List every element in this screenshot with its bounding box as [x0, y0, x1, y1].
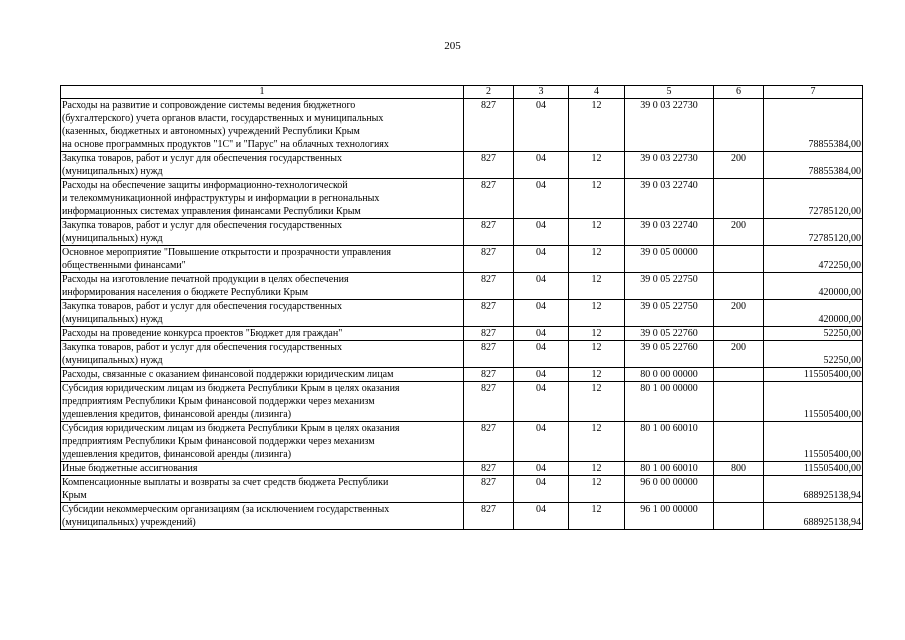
amount-cell: 115505400,00	[764, 462, 863, 476]
subsection-code-cell: 12	[569, 300, 625, 327]
target-article-cell: 39 0 03 22740	[625, 219, 714, 246]
header-cell: 3	[514, 86, 569, 99]
header-cell: 2	[464, 86, 514, 99]
ministry-code-cell: 827	[464, 368, 514, 382]
expense-type-cell	[714, 476, 764, 503]
section-code-cell: 04	[514, 476, 569, 503]
ministry-code-cell: 827	[464, 462, 514, 476]
expense-type-cell: 200	[714, 300, 764, 327]
row-name-cell: Расходы на проведение конкурса проектов "Бюджет для граждан"	[61, 327, 464, 341]
target-article-cell: 39 0 05 22760	[625, 341, 714, 368]
section-code-cell: 04	[514, 179, 569, 219]
section-code-cell: 04	[514, 152, 569, 179]
section-code-cell: 04	[514, 219, 569, 246]
ministry-code-cell: 827	[464, 382, 514, 422]
row-name-cell: Закупка товаров, работ и услуг для обеспечения государственных (муниципальных) нужд	[61, 300, 464, 327]
ministry-code-cell: 827	[464, 300, 514, 327]
ministry-code-cell: 827	[464, 273, 514, 300]
table-row	[61, 300, 863, 327]
amount-cell: 688925138,94	[764, 503, 863, 530]
target-article-cell: 39 0 03 22740	[625, 179, 714, 219]
row-name-cell: Закупка товаров, работ и услуг для обеспечения государственных (муниципальных) нужд	[61, 152, 464, 179]
section-code-cell: 04	[514, 341, 569, 368]
header-cell: 7	[764, 86, 863, 99]
row-name-cell: Расходы, связанные с оказанием финансовой поддержки юридическим лицам	[61, 368, 464, 382]
amount-cell: 78855384,00	[764, 99, 863, 152]
header-cell: 5	[625, 86, 714, 99]
target-article-cell: 80 1 00 60010	[625, 422, 714, 462]
expense-type-cell: 800	[714, 462, 764, 476]
ministry-code-cell: 827	[464, 327, 514, 341]
row-name-cell: Субсидии некоммерческим организациям (за исключением государственных (муниципальных) учреждений)	[61, 503, 464, 530]
table-row	[61, 327, 863, 341]
header-cell: 1	[61, 86, 464, 99]
amount-cell: 52250,00	[764, 327, 863, 341]
section-code-cell: 04	[514, 99, 569, 152]
row-name-cell: Расходы на развитие и сопровождение системы ведения бюджетного (бухгалтерского) учета органов власти, государственных и муниципальных (казенных, бюджетных и автономных) учреждений Республики Крым на основе программных продуктов "1С" и "Парус" на облачных технологиях	[61, 99, 464, 152]
expense-type-cell	[714, 179, 764, 219]
target-article-cell: 39 0 05 00000	[625, 246, 714, 273]
row-name-cell: Расходы на изготовление печатной продукции в целях обеспечения информирования населения о бюджете Республики Крым	[61, 273, 464, 300]
target-article-cell: 39 0 03 22730	[625, 99, 714, 152]
table-row	[61, 503, 863, 530]
budget-table	[60, 85, 863, 530]
amount-cell: 78855384,00	[764, 152, 863, 179]
page-number: 205	[444, 40, 461, 52]
target-article-cell: 80 0 00 00000	[625, 368, 714, 382]
amount-cell: 420000,00	[764, 300, 863, 327]
target-article-cell: 39 0 05 22750	[625, 273, 714, 300]
amount-cell: 52250,00	[764, 341, 863, 368]
ministry-code-cell: 827	[464, 99, 514, 152]
ministry-code-cell: 827	[464, 219, 514, 246]
expense-type-cell: 200	[714, 341, 764, 368]
ministry-code-cell: 827	[464, 503, 514, 530]
header-cell: 6	[714, 86, 764, 99]
target-article-cell: 96 0 00 00000	[625, 476, 714, 503]
expense-type-cell: 200	[714, 152, 764, 179]
target-article-cell: 80 1 00 00000	[625, 382, 714, 422]
subsection-code-cell: 12	[569, 152, 625, 179]
target-article-cell: 96 1 00 00000	[625, 503, 714, 530]
section-code-cell: 04	[514, 422, 569, 462]
ministry-code-cell: 827	[464, 341, 514, 368]
row-name-cell: Основное мероприятие "Повышение открытости и прозрачности управления общественными финансами"	[61, 246, 464, 273]
section-code-cell: 04	[514, 273, 569, 300]
table-row	[61, 476, 863, 503]
table-row	[61, 341, 863, 368]
expense-type-cell: 200	[714, 219, 764, 246]
subsection-code-cell: 12	[569, 341, 625, 368]
expense-type-cell	[714, 368, 764, 382]
subsection-code-cell: 12	[569, 462, 625, 476]
header-cell: 4	[569, 86, 625, 99]
amount-cell: 420000,00	[764, 273, 863, 300]
amount-cell: 72785120,00	[764, 179, 863, 219]
subsection-code-cell: 12	[569, 422, 625, 462]
row-name-cell: Закупка товаров, работ и услуг для обеспечения государственных (муниципальных) нужд	[61, 341, 464, 368]
table-row	[61, 368, 863, 382]
row-name-cell: Компенсационные выплаты и возвраты за счет средств бюджета Республики Крым	[61, 476, 464, 503]
table-header-row	[61, 86, 863, 99]
row-name-cell: Расходы на обеспечение защиты информационно-технологической и телекоммуникационной инфраструктуры и информации в регнональных информационных системах управления финансами Республики Крым	[61, 179, 464, 219]
subsection-code-cell: 12	[569, 179, 625, 219]
ministry-code-cell: 827	[464, 179, 514, 219]
amount-cell: 688925138,94	[764, 476, 863, 503]
subsection-code-cell: 12	[569, 327, 625, 341]
section-code-cell: 04	[514, 368, 569, 382]
table-row	[61, 219, 863, 246]
section-code-cell: 04	[514, 382, 569, 422]
subsection-code-cell: 12	[569, 503, 625, 530]
amount-cell: 115505400,00	[764, 422, 863, 462]
ministry-code-cell: 827	[464, 476, 514, 503]
ministry-code-cell: 827	[464, 152, 514, 179]
subsection-code-cell: 12	[569, 246, 625, 273]
table-row	[61, 179, 863, 219]
amount-cell: 115505400,00	[764, 368, 863, 382]
expense-type-cell	[714, 503, 764, 530]
table-row	[61, 99, 863, 152]
expense-type-cell	[714, 382, 764, 422]
row-name-cell: Субсидия юридическим лицам из бюджета Республики Крым в целях оказания предприятиям Республики Крым финансовой поддержки через механизм удешевления кредитов, финансовой аренды (лизинга)	[61, 422, 464, 462]
section-code-cell: 04	[514, 300, 569, 327]
expense-type-cell	[714, 99, 764, 152]
table-row	[61, 422, 863, 462]
target-article-cell: 39 0 05 22750	[625, 300, 714, 327]
amount-cell: 115505400,00	[764, 382, 863, 422]
subsection-code-cell: 12	[569, 476, 625, 503]
expense-type-cell	[714, 273, 764, 300]
expense-type-cell	[714, 422, 764, 462]
subsection-code-cell: 12	[569, 382, 625, 422]
table-row	[61, 273, 863, 300]
subsection-code-cell: 12	[569, 99, 625, 152]
section-code-cell: 04	[514, 462, 569, 476]
row-name-cell: Иные бюджетные ассигнования	[61, 462, 464, 476]
section-code-cell: 04	[514, 503, 569, 530]
subsection-code-cell: 12	[569, 368, 625, 382]
target-article-cell: 39 0 05 22760	[625, 327, 714, 341]
expense-type-cell	[714, 246, 764, 273]
row-name-cell: Субсидия юридическим лицам из бюджета Республики Крым в целях оказания предприятиям Республики Крым финансовой поддержки через механизм удешевления кредитов, финансовой аренды (лизинга)	[61, 382, 464, 422]
section-code-cell: 04	[514, 327, 569, 341]
target-article-cell: 39 0 03 22730	[625, 152, 714, 179]
expense-type-cell	[714, 327, 764, 341]
table-row	[61, 462, 863, 476]
ministry-code-cell: 827	[464, 246, 514, 273]
section-code-cell: 04	[514, 246, 569, 273]
table-row	[61, 152, 863, 179]
table-row	[61, 382, 863, 422]
table-row	[61, 246, 863, 273]
row-name-cell: Закупка товаров, работ и услуг для обеспечения государственных (муниципальных) нужд	[61, 219, 464, 246]
amount-cell: 72785120,00	[764, 219, 863, 246]
amount-cell: 472250,00	[764, 246, 863, 273]
target-article-cell: 80 1 00 60010	[625, 462, 714, 476]
subsection-code-cell: 12	[569, 273, 625, 300]
subsection-code-cell: 12	[569, 219, 625, 246]
ministry-code-cell: 827	[464, 422, 514, 462]
